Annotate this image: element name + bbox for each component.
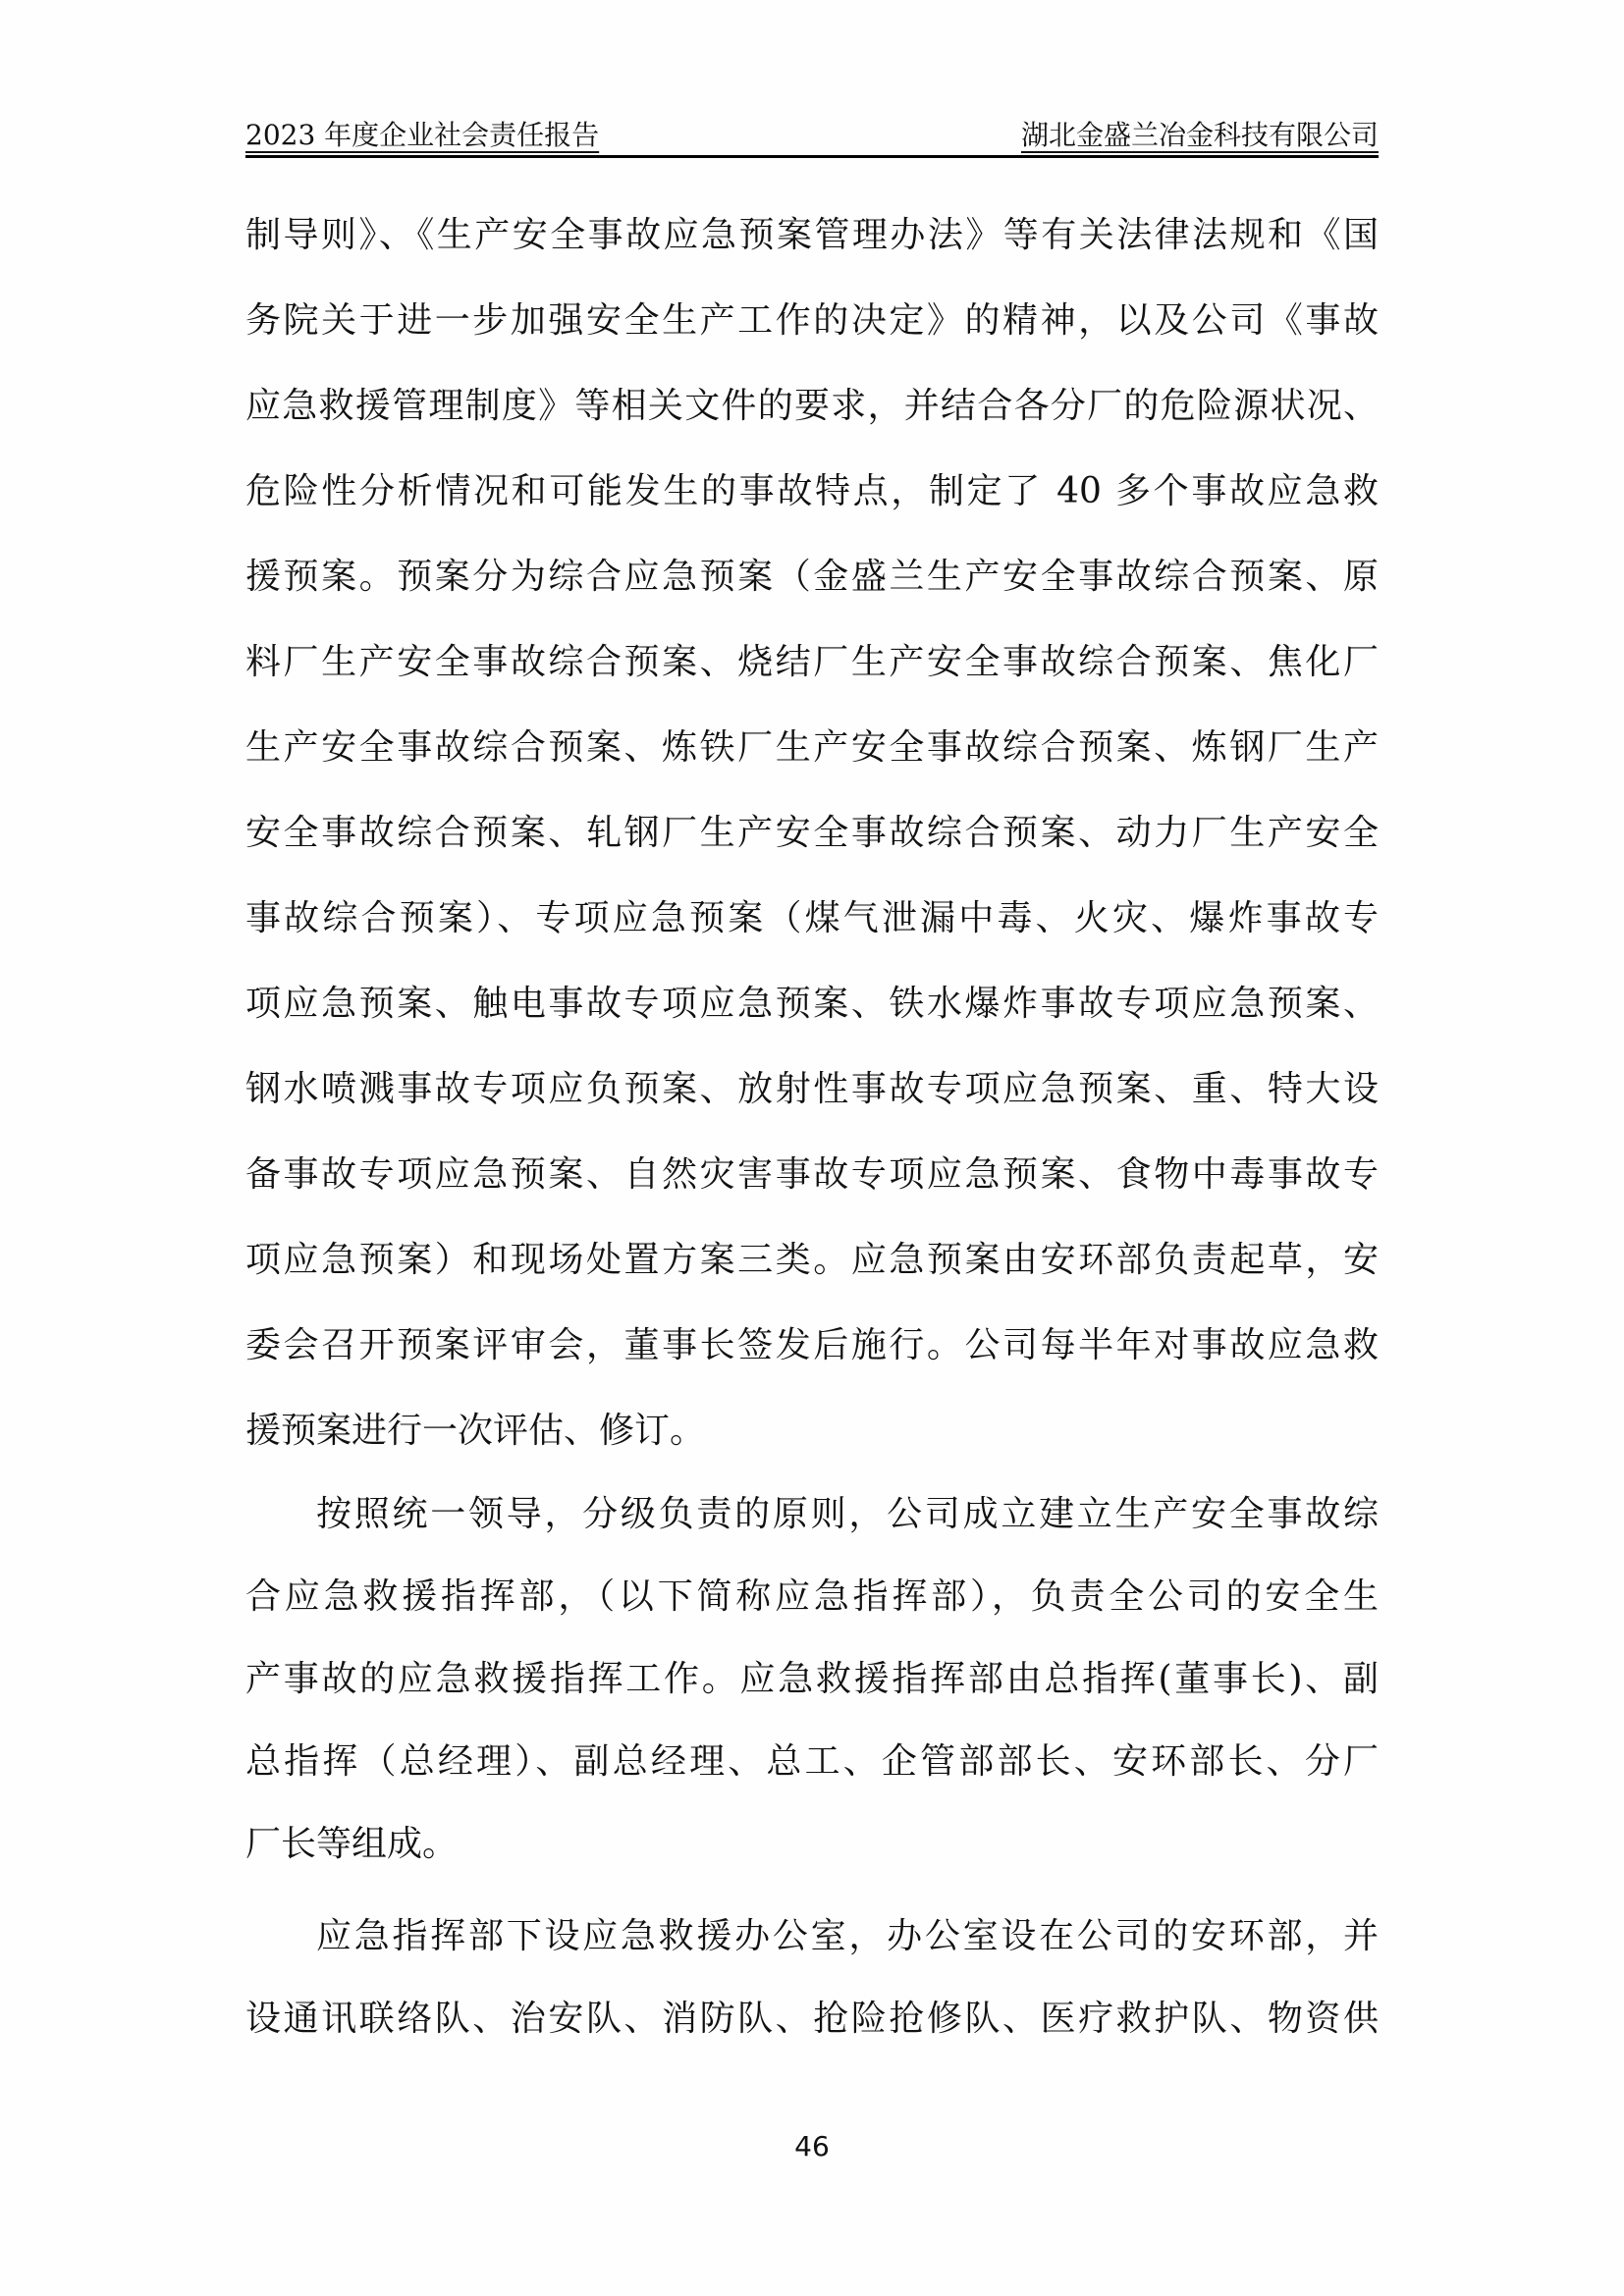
text-line: 厂长等组成。 [245, 1824, 459, 1864]
text-line: 按照统一领导，分级负责的原则，公司成立建立生产安全事故综 [316, 1494, 1379, 1534]
text-line: 料厂生产安全事故综合预案、烧结厂生产安全事故综合预案、焦化厂 [245, 642, 1379, 682]
page-number: 46 [794, 2130, 830, 2163]
text-line: 事故综合预案）、专项应急预案（煤气泄漏中毒、火灾、爆炸事故专 [245, 898, 1379, 938]
text-line: 钢水喷溅事故专项应负预案、放射性事故专项应急预案、重、特大设 [245, 1069, 1379, 1109]
page-header [245, 116, 1379, 158]
text-line: 项应急预案）和现场处置方案三类。应急预案由安环部负责起草，安 [245, 1240, 1379, 1280]
text-line: 生产安全事故综合预案、炼铁厂生产安全事故综合预案、炼钢厂生产 [245, 727, 1379, 768]
text-line: 项应急预案、触电事故专项应急预案、铁水爆炸事故专项应急预案、 [245, 984, 1379, 1024]
text-line: 委会召开预案评审会，董事长签发后施行。公司每半年对事故应急救 [245, 1325, 1379, 1365]
paragraph-rescue-office [245, 1896, 1379, 2060]
header-report-title: 2023 年度企业社会责任报告 [245, 119, 600, 151]
text-line: 援预案。预案分为综合应急预案（金盛兰生产安全事故综合预案、原 [245, 557, 1379, 597]
text-line: 总指挥（总经理）、副总经理、总工、企管部部长、安环部长、分厂 [245, 1741, 1379, 1782]
page-footer [0, 2130, 1624, 2163]
text-line: 应急指挥部下设应急救援办公室，办公室设在公司的安环部，并 [316, 1916, 1379, 1956]
document-body [245, 192, 1379, 2060]
text-line: 危险性分析情况和可能发生的事故特点，制定了 40 多个事故应急救 [245, 471, 1379, 511]
text-line: 设通讯联络队、治安队、消防队、抢险抢修队、医疗救护队、物资供 [245, 1999, 1379, 2039]
text-line: 安全事故综合预案、轧钢厂生产安全事故综合预案、动力厂生产安全 [245, 813, 1379, 853]
text-line: 应急救援管理制度》等相关文件的要求，并结合各分厂的危险源状况、 [245, 386, 1379, 426]
text-line: 备事故专项应急预案、自然灾害事故专项应急预案、食物中毒事故专 [245, 1154, 1379, 1195]
text-line: 合应急救援指挥部，（以下简称应急指挥部），负责全公司的安全生 [245, 1576, 1379, 1617]
header-company-name: 湖北金盛兰冶金科技有限公司 [1020, 119, 1379, 151]
paragraph-emergency-plans [245, 192, 1379, 1473]
text-line: 产事故的应急救援指挥工作。应急救援指挥部由总指挥(董事长)、副 [245, 1659, 1379, 1699]
paragraph-command-structure [245, 1473, 1379, 1886]
text-line: 援预案进行一次评估、修订。 [245, 1411, 706, 1451]
text-line: 务院关于进一步加强安全生产工作的决定》的精神，以及公司《事故 [245, 300, 1379, 341]
text-line: 制导则》、《生产安全事故应急预案管理办法》等有关法律法规和《国 [245, 215, 1379, 255]
